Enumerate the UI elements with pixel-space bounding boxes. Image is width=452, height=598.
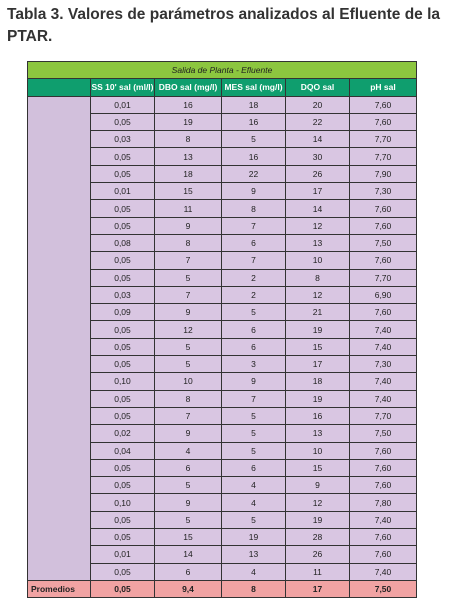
table-cell: 18 bbox=[222, 96, 286, 113]
table-cell: 7 bbox=[155, 286, 222, 303]
table-cell: 16 bbox=[222, 113, 286, 130]
table-cell: 10 bbox=[286, 252, 350, 269]
table-cell: 13 bbox=[222, 546, 286, 563]
table-cell: 0,03 bbox=[91, 131, 155, 148]
table-cell: 4 bbox=[222, 563, 286, 580]
table-cell: 28 bbox=[286, 529, 350, 546]
table-cell: 8 bbox=[286, 269, 350, 286]
table-cell: 4 bbox=[155, 442, 222, 459]
table-cell: 0,05 bbox=[91, 338, 155, 355]
average-cell: 9,4 bbox=[155, 580, 222, 597]
row-label-column bbox=[28, 96, 91, 580]
table-cell: 12 bbox=[155, 321, 222, 338]
table-cell: 9 bbox=[155, 304, 222, 321]
table-cell: 7,60 bbox=[350, 477, 417, 494]
table-cell: 9 bbox=[155, 217, 222, 234]
table-cell: 9 bbox=[155, 494, 222, 511]
table-cell: 0,05 bbox=[91, 269, 155, 286]
table-cell: 0,05 bbox=[91, 200, 155, 217]
table-cell: 5 bbox=[222, 407, 286, 424]
table-cell: 13 bbox=[286, 234, 350, 251]
table-cell: 12 bbox=[286, 286, 350, 303]
table-title-row bbox=[28, 62, 417, 79]
table-cell: 18 bbox=[155, 165, 222, 182]
table-cell: 16 bbox=[222, 148, 286, 165]
table-cell: 7,50 bbox=[350, 234, 417, 251]
table-cell: 7,60 bbox=[350, 442, 417, 459]
table-cell: 13 bbox=[286, 425, 350, 442]
table-cell: 11 bbox=[155, 200, 222, 217]
table-cell: 0,10 bbox=[91, 373, 155, 390]
table-cell: 7,60 bbox=[350, 113, 417, 130]
header-dqo: DQO sal bbox=[286, 79, 350, 96]
table-cell: 2 bbox=[222, 286, 286, 303]
table-row bbox=[28, 96, 417, 113]
table-cell: 7 bbox=[222, 252, 286, 269]
table-cell: 0,09 bbox=[91, 304, 155, 321]
table-cell: 26 bbox=[286, 546, 350, 563]
table-cell: 7,60 bbox=[350, 252, 417, 269]
table-cell: 19 bbox=[286, 511, 350, 528]
table-cell: 5 bbox=[155, 356, 222, 373]
table-cell: 14 bbox=[286, 131, 350, 148]
table-cell: 5 bbox=[155, 477, 222, 494]
table-cell: 7,60 bbox=[350, 96, 417, 113]
table-cell: 0,01 bbox=[91, 546, 155, 563]
table-cell: 19 bbox=[286, 321, 350, 338]
table-cell: 11 bbox=[286, 563, 350, 580]
table-cell: 7,50 bbox=[350, 425, 417, 442]
table-cell: 7,60 bbox=[350, 546, 417, 563]
table-cell: 22 bbox=[222, 165, 286, 182]
table-cell: 6 bbox=[222, 234, 286, 251]
table-cell: 10 bbox=[286, 442, 350, 459]
table-cell: 5 bbox=[222, 511, 286, 528]
table-cell: 0,02 bbox=[91, 425, 155, 442]
table-cell: 0,01 bbox=[91, 96, 155, 113]
table-cell: 0,05 bbox=[91, 511, 155, 528]
table-cell: 0,05 bbox=[91, 477, 155, 494]
table-cell: 7,70 bbox=[350, 269, 417, 286]
table-cell: 5 bbox=[155, 511, 222, 528]
table-cell: 6 bbox=[222, 338, 286, 355]
table-cell: 4 bbox=[222, 477, 286, 494]
table-cell: 0,03 bbox=[91, 286, 155, 303]
averages-label: Promedios bbox=[28, 580, 91, 597]
table-cell: 7 bbox=[155, 252, 222, 269]
table-cell: 5 bbox=[222, 442, 286, 459]
table-cell: 7,30 bbox=[350, 183, 417, 200]
table-cell: 8 bbox=[155, 390, 222, 407]
average-cell: 17 bbox=[286, 580, 350, 597]
header-ss: SS 10' sal (ml/l) bbox=[91, 79, 155, 96]
table-cell: 15 bbox=[155, 529, 222, 546]
table-cell: 0,04 bbox=[91, 442, 155, 459]
table-cell: 0,05 bbox=[91, 148, 155, 165]
table-cell: 7,40 bbox=[350, 338, 417, 355]
table-cell: 0,05 bbox=[91, 252, 155, 269]
table-cell: 0,05 bbox=[91, 113, 155, 130]
table-cell: 19 bbox=[222, 529, 286, 546]
table-cell: 9 bbox=[222, 373, 286, 390]
table-cell: 0,05 bbox=[91, 407, 155, 424]
table-cell: 16 bbox=[286, 407, 350, 424]
table-cell: 7,30 bbox=[350, 356, 417, 373]
table-cell: 0,05 bbox=[91, 165, 155, 182]
table-cell: 7 bbox=[222, 217, 286, 234]
table-title: Salida de Planta - Efluente bbox=[28, 62, 417, 79]
table-cell: 5 bbox=[222, 425, 286, 442]
table-cell: 12 bbox=[286, 217, 350, 234]
table-cell: 0,08 bbox=[91, 234, 155, 251]
table-cell: 7,60 bbox=[350, 459, 417, 476]
table-cell: 26 bbox=[286, 165, 350, 182]
table-cell: 3 bbox=[222, 356, 286, 373]
table-cell: 21 bbox=[286, 304, 350, 321]
average-cell: 7,50 bbox=[350, 580, 417, 597]
table-cell: 8 bbox=[155, 131, 222, 148]
table-cell: 7,40 bbox=[350, 511, 417, 528]
header-dbo: DBO sal (mg/l) bbox=[155, 79, 222, 96]
table-cell: 9 bbox=[155, 425, 222, 442]
table-cell: 6 bbox=[222, 321, 286, 338]
table-cell: 17 bbox=[286, 183, 350, 200]
table-cell: 19 bbox=[286, 390, 350, 407]
table-cell: 13 bbox=[155, 148, 222, 165]
table-cell: 0,01 bbox=[91, 183, 155, 200]
table-cell: 0,05 bbox=[91, 459, 155, 476]
average-cell: 0,05 bbox=[91, 580, 155, 597]
table-cell: 7 bbox=[155, 407, 222, 424]
table-cell: 15 bbox=[286, 338, 350, 355]
table-cell: 9 bbox=[222, 183, 286, 200]
table-cell: 7,60 bbox=[350, 529, 417, 546]
header-ph: pH sal bbox=[350, 79, 417, 96]
table-cell: 20 bbox=[286, 96, 350, 113]
table-cell: 0,05 bbox=[91, 529, 155, 546]
table-cell: 7,80 bbox=[350, 494, 417, 511]
table-cell: 7,90 bbox=[350, 165, 417, 182]
table-cell: 9 bbox=[286, 477, 350, 494]
table-cell: 4 bbox=[222, 494, 286, 511]
table-cell: 14 bbox=[155, 546, 222, 563]
table-cell: 7,70 bbox=[350, 131, 417, 148]
table-cell: 7,70 bbox=[350, 407, 417, 424]
table-cell: 5 bbox=[155, 338, 222, 355]
table-cell: 19 bbox=[155, 113, 222, 130]
table-cell: 0,05 bbox=[91, 563, 155, 580]
table-cell: 6 bbox=[155, 563, 222, 580]
table-cell: 15 bbox=[286, 459, 350, 476]
table-cell: 16 bbox=[155, 96, 222, 113]
table-cell: 14 bbox=[286, 200, 350, 217]
table-cell: 12 bbox=[286, 494, 350, 511]
table-cell: 8 bbox=[155, 234, 222, 251]
table-cell: 22 bbox=[286, 113, 350, 130]
table-cell: 6,90 bbox=[350, 286, 417, 303]
table-cell: 0,05 bbox=[91, 356, 155, 373]
table-cell: 17 bbox=[286, 356, 350, 373]
table-cell: 6 bbox=[155, 459, 222, 476]
table-cell: 8 bbox=[222, 200, 286, 217]
table-cell: 30 bbox=[286, 148, 350, 165]
table-cell: 0,05 bbox=[91, 390, 155, 407]
table-cell: 7,70 bbox=[350, 148, 417, 165]
table-cell: 15 bbox=[155, 183, 222, 200]
table-cell: 7,60 bbox=[350, 200, 417, 217]
table-cell: 0,05 bbox=[91, 217, 155, 234]
table-cell: 5 bbox=[222, 131, 286, 148]
header-mes: MES sal (mg/l) bbox=[222, 79, 286, 96]
table-cell: 7,40 bbox=[350, 563, 417, 580]
effluent-table bbox=[27, 61, 417, 598]
table-cell: 7,40 bbox=[350, 373, 417, 390]
table-cell: 5 bbox=[155, 269, 222, 286]
table-cell: 2 bbox=[222, 269, 286, 286]
table-caption: Tabla 3. Valores de parámetros analizados al Efluente de la PTAR. bbox=[7, 6, 441, 45]
table-cell: 7,40 bbox=[350, 321, 417, 338]
table-cell: 7,60 bbox=[350, 304, 417, 321]
averages-row bbox=[28, 580, 417, 597]
table-cell: 7,60 bbox=[350, 217, 417, 234]
table-cell: 18 bbox=[286, 373, 350, 390]
table-cell: 10 bbox=[155, 373, 222, 390]
table-cell: 7,40 bbox=[350, 390, 417, 407]
average-cell: 8 bbox=[222, 580, 286, 597]
table-cell: 5 bbox=[222, 304, 286, 321]
table-cell: 0,05 bbox=[91, 321, 155, 338]
header-corner bbox=[28, 79, 91, 96]
table-cell: 6 bbox=[222, 459, 286, 476]
header-row bbox=[28, 79, 417, 96]
table-cell: 7 bbox=[222, 390, 286, 407]
table-cell: 0,10 bbox=[91, 494, 155, 511]
